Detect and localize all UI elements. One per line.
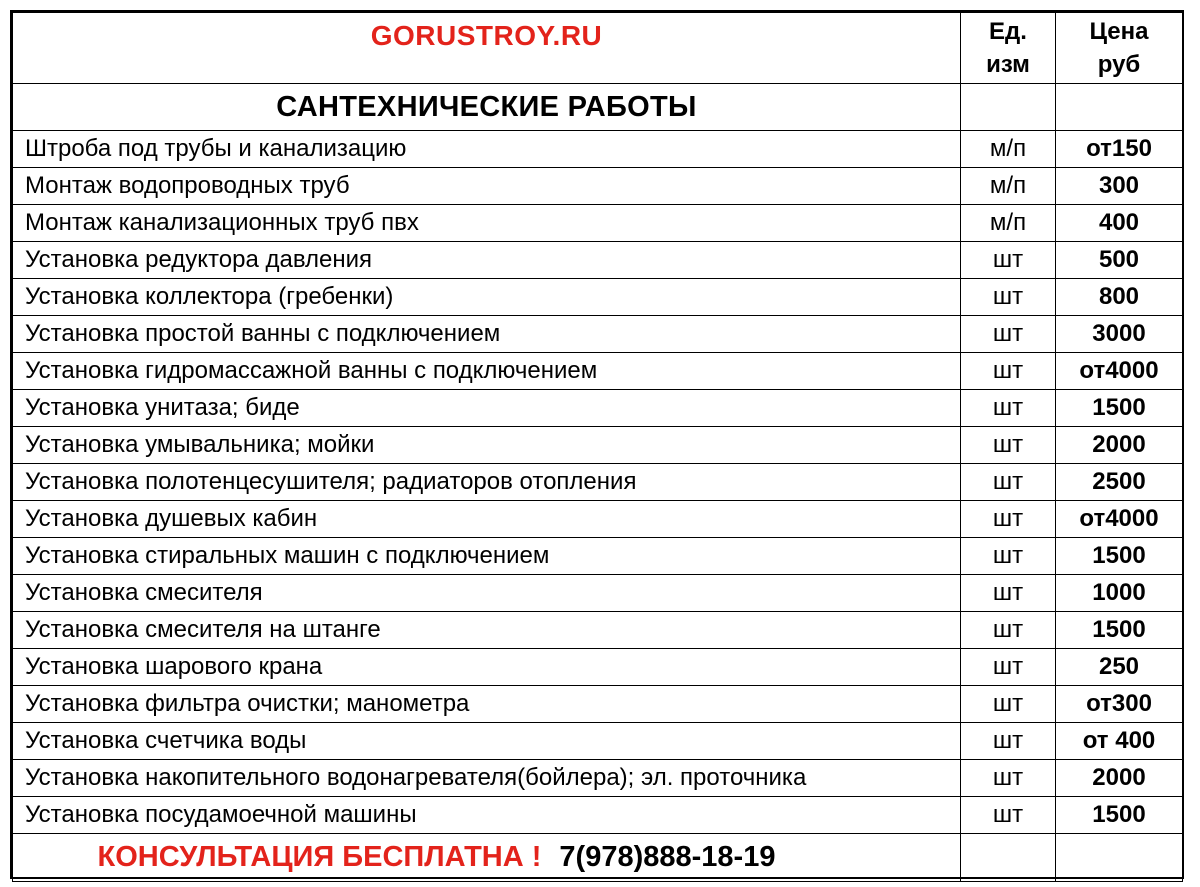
service-unit: м/п (961, 205, 1056, 242)
service-name: Установка коллектора (гребенки) (13, 279, 961, 316)
service-price: 300 (1056, 168, 1183, 205)
service-name: Установка унитаза; биде (13, 390, 961, 427)
brand-title: GORUSTROY.RU (370, 20, 603, 51)
unit-column-header (961, 13, 1056, 84)
table-row (13, 723, 1183, 760)
service-price: 250 (1056, 649, 1183, 686)
service-name: Установка гидромассажной ванны с подключением (13, 353, 961, 390)
consultation-text: КОНСУЛЬТАЦИЯ БЕСПЛАТНА ! (97, 841, 542, 873)
service-unit: шт (961, 390, 1056, 427)
service-price: 400 (1056, 205, 1183, 242)
price-list-sheet (10, 10, 1184, 879)
service-price: 3000 (1056, 316, 1183, 353)
section-title: САНТЕХНИЧЕСКИЕ РАБОТЫ (13, 84, 961, 131)
table-row (13, 538, 1183, 575)
service-name: Установка посудамоечной машины (13, 797, 961, 834)
table-row (13, 131, 1183, 168)
service-name: Установка счетчика воды (13, 723, 961, 760)
service-unit: шт (961, 538, 1056, 575)
price-column-header (1056, 13, 1183, 84)
service-unit: шт (961, 427, 1056, 464)
section-row (13, 84, 1183, 131)
footer-cell (13, 834, 961, 882)
service-unit: шт (961, 316, 1056, 353)
table-row (13, 649, 1183, 686)
service-price: 500 (1056, 242, 1183, 279)
service-unit: шт (961, 353, 1056, 390)
service-name: Монтаж канализационных труб пвх (13, 205, 961, 242)
table-row (13, 168, 1183, 205)
service-name: Установка умывальника; мойки (13, 427, 961, 464)
service-name: Установка душевых кабин (13, 501, 961, 538)
table-row (13, 797, 1183, 834)
unit-column-header-line1: Ед. (989, 18, 1027, 45)
service-price: от4000 (1056, 353, 1183, 390)
service-unit: шт (961, 464, 1056, 501)
service-price: 1500 (1056, 797, 1183, 834)
footer-unit-empty (961, 834, 1056, 882)
service-unit: шт (961, 649, 1056, 686)
price-column-header-line1: Цена (1089, 18, 1149, 45)
table-row (13, 464, 1183, 501)
service-name: Штроба под трубы и канализацию (13, 131, 961, 168)
table-row (13, 760, 1183, 797)
service-name: Установка фильтра очистки; манометра (13, 686, 961, 723)
service-name: Установка накопительного водонагревателя(бойлера); эл. проточника (13, 760, 961, 797)
service-unit: шт (961, 723, 1056, 760)
service-price: 1000 (1056, 575, 1183, 612)
service-name: Установка полотенцесушителя; радиаторов отопления (13, 464, 961, 501)
price-table (12, 12, 1183, 882)
table-row (13, 501, 1183, 538)
table-row (13, 242, 1183, 279)
service-name: Монтаж водопроводных труб (13, 168, 961, 205)
table-row (13, 427, 1183, 464)
service-name: Установка редуктора давления (13, 242, 961, 279)
section-unit-empty (961, 84, 1056, 131)
phone-number: 7(978)888-18-19 (559, 841, 776, 873)
table-row (13, 353, 1183, 390)
service-name: Установка простой ванны с подключением (13, 316, 961, 353)
service-unit: м/п (961, 131, 1056, 168)
service-name: Установка шарового крана (13, 649, 961, 686)
service-price: от4000 (1056, 501, 1183, 538)
service-unit: шт (961, 501, 1056, 538)
price-column-header-line2: руб (1097, 51, 1141, 78)
service-name: Установка стиральных машин с подключением (13, 538, 961, 575)
service-price: 1500 (1056, 538, 1183, 575)
table-row (13, 612, 1183, 649)
service-price: 2000 (1056, 760, 1183, 797)
table-row (13, 205, 1183, 242)
service-name: Установка смесителя на штанге (13, 612, 961, 649)
unit-column-header-line2: изм (986, 51, 1030, 78)
brand-cell (13, 13, 961, 84)
service-price: от300 (1056, 686, 1183, 723)
table-row (13, 316, 1183, 353)
section-price-empty (1056, 84, 1183, 131)
service-price: 2000 (1056, 427, 1183, 464)
service-price: 800 (1056, 279, 1183, 316)
service-unit: м/п (961, 168, 1056, 205)
service-name: Установка смесителя (13, 575, 961, 612)
footer-price-empty (1056, 834, 1183, 882)
service-price: 1500 (1056, 390, 1183, 427)
header-row (13, 13, 1183, 84)
service-unit: шт (961, 797, 1056, 834)
service-unit: шт (961, 279, 1056, 316)
table-row (13, 575, 1183, 612)
service-unit: шт (961, 242, 1056, 279)
table-row (13, 390, 1183, 427)
table-row (13, 279, 1183, 316)
service-unit: шт (961, 575, 1056, 612)
service-unit: шт (961, 760, 1056, 797)
service-price: 1500 (1056, 612, 1183, 649)
service-unit: шт (961, 686, 1056, 723)
service-price: 2500 (1056, 464, 1183, 501)
service-unit: шт (961, 612, 1056, 649)
footer-row (13, 834, 1183, 882)
service-price: от150 (1056, 131, 1183, 168)
table-row (13, 686, 1183, 723)
service-price: от 400 (1056, 723, 1183, 760)
